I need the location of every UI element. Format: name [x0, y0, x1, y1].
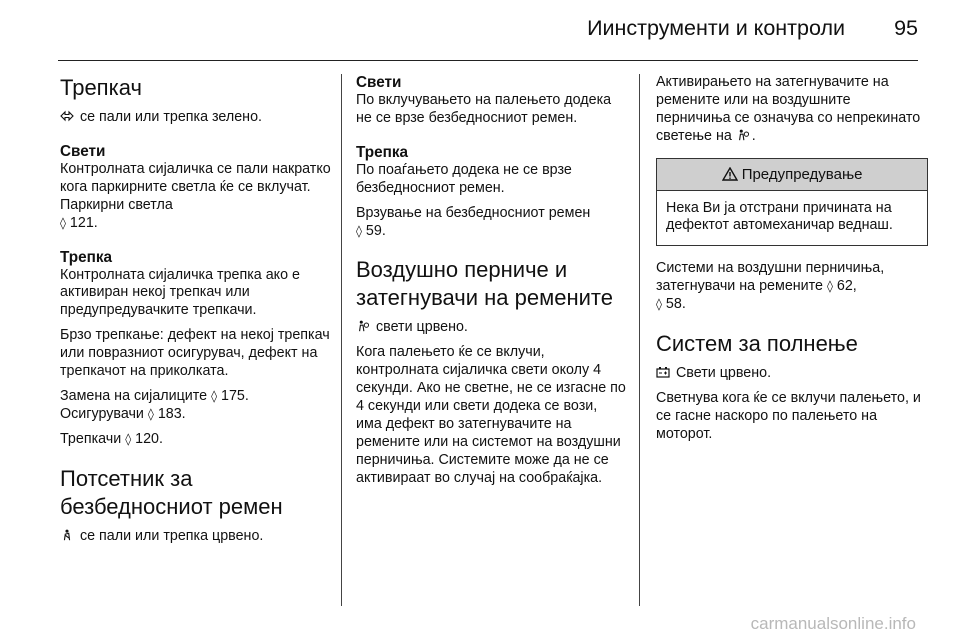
warning-header: [657, 159, 927, 191]
page-reference-icon: ◊: [656, 297, 662, 312]
body-text: Свети црвено.: [675, 365, 772, 382]
subheading: Свети: [356, 74, 402, 91]
body-text: се пали или трепка црвено.: [79, 527, 264, 544]
page-ref: 120.: [135, 430, 163, 447]
body-text: По вклучувањето на палењето додека не се врзе безбедносниот ремен.: [356, 92, 612, 126]
page-ref: 175.: [221, 387, 249, 404]
body-text: Трепкачи: [60, 430, 122, 447]
page-ref: 183.: [157, 405, 186, 422]
seatbelt-icon: [60, 529, 74, 541]
header-title: Иинструменти и контроли: [587, 16, 845, 40]
body-text: Контролната сијаличка трепка ако е активиран некој трепкач или предупредувачките трепкачи.: [60, 266, 300, 319]
body-text: Активирањето на затегнувачите на ремените или на воздушните перничиња се означува со непрекинато светење на: [656, 74, 921, 144]
warning-box: [656, 158, 928, 247]
body-text: По поаѓањето додека не се врзе безбедносниот ремен.: [356, 161, 572, 196]
page-reference-icon: ◊: [125, 431, 132, 446]
warning-triangle-icon: [722, 167, 738, 181]
body-text: Врзување на безбедносниот ремен: [356, 204, 591, 221]
header-rule: [58, 60, 918, 61]
body-text: Контролната сијаличка се пали накратко кога паркирните светла ќе се вклучат. Паркирни светла: [60, 160, 331, 213]
turn-signal-icon: [60, 110, 74, 122]
body-text: се пали или трепка зелено.: [79, 109, 263, 125]
warning-text: Нека Ви ја отстрани причината на дефектот автомеханичар веднаш.: [666, 199, 893, 234]
column-2: [356, 74, 626, 495]
body-text: Замена на сијалиците: [60, 387, 208, 404]
page-ref: 59.: [365, 222, 386, 239]
body-text: Брзо трепкање: дефект на некој трепкач или повразниот осигурувач, дефект на трепкачот на приколката.: [60, 327, 330, 380]
column-divider: [639, 74, 640, 606]
column-divider: [341, 74, 342, 606]
battery-icon: [656, 366, 670, 378]
page-reference-icon: ◊: [211, 388, 218, 403]
section-heading: Систем за полнење: [656, 331, 858, 357]
watermark: carmanualsonline.info: [750, 614, 916, 633]
airbag-icon: [356, 320, 370, 332]
body-text: Системи на воздушни перничиња, затегнувачи на ремените: [656, 260, 885, 295]
section-heading: Потсетник за безбедносниот ремен: [60, 465, 283, 519]
page-reference-icon: ◊: [147, 406, 154, 421]
warning-title: Предупредување: [741, 165, 863, 183]
section-heading: Трепкач: [60, 75, 142, 100]
page-reference-icon: ◊: [60, 215, 66, 230]
page-ref: 58.: [665, 296, 686, 313]
column-1: [60, 74, 336, 553]
subheading: Свети: [60, 142, 106, 160]
page-reference-icon: ◊: [356, 223, 362, 238]
page-reference-icon: ◊: [826, 279, 833, 294]
page-ref: 121.: [69, 214, 98, 231]
subheading: Трепка: [60, 248, 113, 266]
airbag-icon: [736, 129, 750, 141]
body-text: свети црвено.: [375, 319, 468, 336]
subheading: Трепка: [356, 143, 409, 161]
body-text: Осигурувачи: [60, 405, 144, 422]
body-text: Кога палењето ќе се вклучи, контролната сијаличка свети околу 4 секунди. Ако не светне, не се изгасне по 4 секунди или свети додека се вози, има дефект во затегнувачите на ремените или на системот на воздушни перничиња. Системите може да не се активираат во случај на сообраќајка.: [356, 344, 626, 486]
page-ref: 62,: [836, 278, 857, 295]
body-text: Светнува кога ќе се вклучи палењето, и се гасне наскоро по палењето на моторот.: [656, 389, 921, 442]
column-3: Активирањето на затегнувачите на ремените или на воздушните перничиња се означува со непрекинато светење на . Предупредување Нека Ви ја отстрани причината на дефектот автомеханичар веднаш. Системи на воздушни перничиња, затегнувачи на ремените ◊ 62, ◊ 58. Систем за полнење Свети црвено. Светнува кога ќе се вклучи палењето, и се гасне наскоро по палењето на моторот.: [656, 74, 928, 451]
section-heading: Воздушно перниче и затегнувачи на ремените: [356, 257, 613, 311]
page-number: 95: [894, 16, 918, 40]
